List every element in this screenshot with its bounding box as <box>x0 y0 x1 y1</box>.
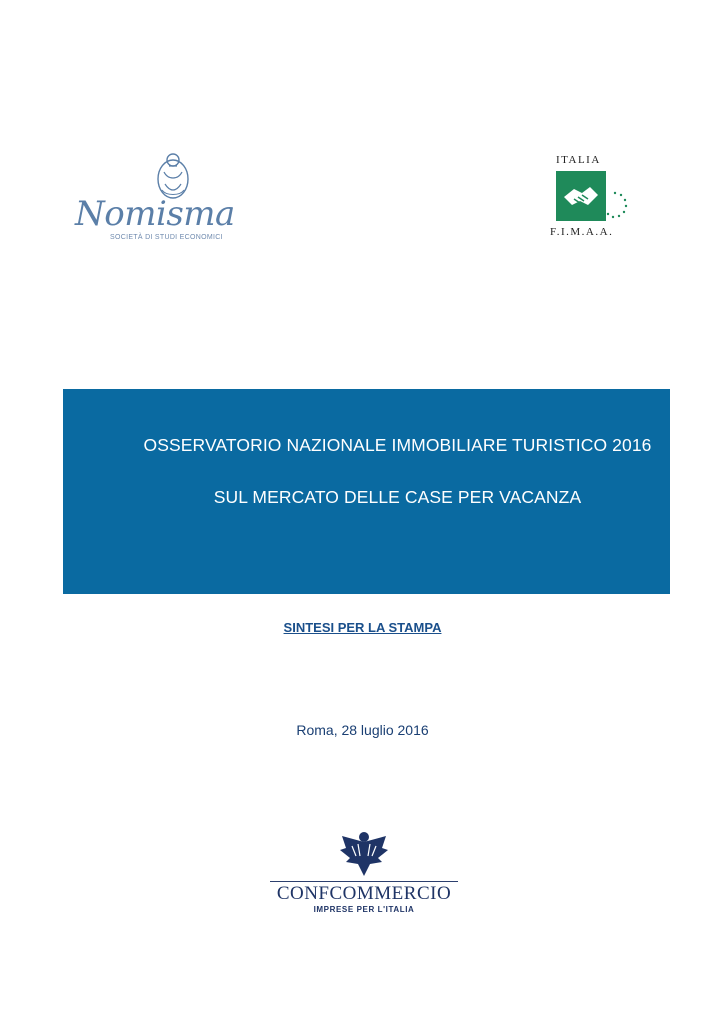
document-date: Roma, 28 luglio 2016 <box>296 722 429 738</box>
fimaa-logo <box>550 154 635 244</box>
confcommercio-tagline: IMPRESE PER L'ITALIA <box>313 905 415 914</box>
confcommercio-logo <box>270 828 460 918</box>
eagle-icon <box>338 828 390 878</box>
nomisma-wordmark: Nomisma <box>75 194 235 234</box>
handshake-icon <box>556 171 606 221</box>
title-banner <box>63 389 670 594</box>
confcommercio-name: CONFCOMMERCIO <box>276 883 452 904</box>
confcommercio-rule <box>270 881 458 882</box>
eu-stars-icon <box>600 190 630 220</box>
press-summary-heading: SINTESI PER LA STAMPA <box>283 620 442 635</box>
fimaa-top-text: ITALIA <box>556 154 601 166</box>
fimaa-green-box <box>556 171 606 221</box>
title-line-2: SUL MERCATO DELLE CASE PER VACANZA <box>213 487 582 507</box>
nomisma-logo <box>70 150 240 250</box>
title-line-1: OSSERVATORIO NAZIONALE IMMOBILIARE TURISTICO 2016 <box>143 435 652 455</box>
nomisma-subtitle: SOCIETÀ DI STUDI ECONOMICI <box>110 234 223 241</box>
fimaa-bottom-text: F.I.M.A.A. <box>550 226 614 238</box>
nomisma-emblem-icon <box>152 150 194 200</box>
